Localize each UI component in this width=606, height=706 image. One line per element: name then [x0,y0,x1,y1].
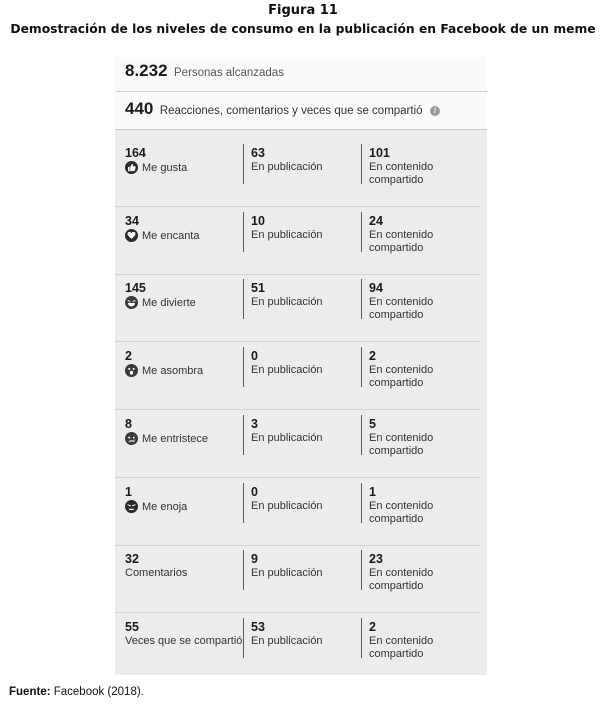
angry-icon [125,500,138,513]
reaction-label: Comentarios [125,567,188,580]
reaction-row [115,208,487,275]
engagement-summary [125,99,440,119]
source-label: Fuente: [9,686,51,698]
shared-value: 23 [369,552,383,567]
total-value: 1 [125,484,132,499]
column-divider [243,618,244,658]
total-cell [125,417,243,446]
total-value: 164 [125,146,146,160]
column-divider [243,212,244,252]
shared-cell [369,349,479,390]
shared-label: En contenido compartido [369,567,434,593]
post-label: En publicación [251,364,323,377]
post-cell [251,349,361,377]
column-divider [361,483,362,523]
figure-label: Figura 11 [268,3,338,18]
column-divider [361,144,362,184]
shared-value: 5 [369,416,376,431]
shared-cell [369,552,479,593]
reaction-label: Me gusta [125,161,243,175]
post-cell [251,552,361,580]
reaction-row [115,479,487,546]
post-label: En publicación [251,499,323,512]
shared-label: En contenido compartido [369,228,434,254]
total-value: 145 [125,281,146,296]
column-divider [361,415,362,455]
divider [115,91,487,92]
shared-label: En contenido compartido [369,161,434,186]
reach-summary [125,61,284,81]
summary-box [115,57,487,129]
post-label: En publicación [251,431,323,444]
haha-icon [125,296,138,309]
post-label: En publicación [251,634,323,647]
post-cell [251,281,361,309]
post-cell [251,417,361,445]
wow-icon [125,364,138,377]
shared-value: 2 [369,349,376,364]
column-divider [243,415,244,455]
column-divider [243,279,244,319]
total-value: 34 [125,213,139,228]
column-divider [361,212,362,252]
shared-value: 1 [369,484,376,499]
shared-label: En contenido compartido [369,431,434,457]
reaction-row [115,275,487,342]
total-value: 2 [125,349,132,364]
post-cell [251,485,361,513]
divider [115,129,487,130]
source-note [9,686,144,698]
column-divider [361,618,362,658]
column-divider [243,483,244,523]
reaction-row [115,614,487,681]
sad-icon [125,432,138,445]
post-value: 9 [251,552,258,567]
column-divider [243,144,244,184]
total-cell [125,214,243,243]
reaction-row [115,546,487,613]
total-cell [125,146,243,175]
total-value: 55 [125,619,139,634]
shared-value: 94 [369,281,383,296]
like-icon [125,161,138,174]
shared-cell [369,146,479,187]
reaction-row [115,343,487,410]
shared-cell [369,620,479,661]
shared-label: En contenido compartido [369,296,434,322]
reaction-row [115,140,487,207]
figure-caption: Demostración de los niveles de consumo en la publicación en Facebook de un meme [10,22,596,36]
reaction-label: Veces que se compartió [125,634,243,647]
post-label: En publicación [251,567,323,580]
love-icon [125,229,138,242]
shared-cell [369,485,479,526]
column-divider [243,347,244,387]
shared-value: 101 [369,146,390,160]
reaction-label: Me divierte [125,296,243,310]
column-divider [243,550,244,590]
reach-label: Personas alcanzadas [174,67,284,79]
post-label: En publicación [251,296,323,309]
column-divider [361,279,362,319]
shared-value: 2 [369,619,376,634]
shared-cell [369,417,479,458]
total-cell [125,281,243,310]
info-icon[interactable]: i [430,106,440,116]
shared-label: En contenido compartido [369,634,434,660]
facebook-stats-panel [115,57,487,675]
post-value: 0 [251,484,258,499]
post-value: 10 [251,213,265,228]
post-cell [251,146,361,174]
post-value: 53 [251,619,265,634]
column-divider [361,347,362,387]
shared-value: 24 [369,213,383,228]
reaction-label: Me encanta [125,229,243,243]
post-cell [251,620,361,648]
total-value: 32 [125,552,139,567]
post-value: 3 [251,416,258,431]
post-value: 0 [251,349,258,364]
engagement-label: Reacciones, comentarios y veces que se compartió [159,105,423,117]
total-cell [125,485,243,514]
shared-cell [369,281,479,322]
post-label: En publicación [251,228,323,241]
total-cell [125,349,243,378]
reach-value: 8.232 [125,61,168,80]
shared-cell [369,214,479,255]
source-text: Facebook (2018). [53,686,144,698]
reaction-label: Me entristece [125,432,243,446]
reaction-row [115,411,487,478]
reaction-label: Me enoja [125,500,243,514]
shared-label: En contenido compartido [369,499,434,525]
total-cell [125,552,243,580]
post-value: 51 [251,281,265,296]
post-cell [251,214,361,242]
post-label: En publicación [251,161,323,173]
post-value: 63 [251,146,265,160]
column-divider [361,550,362,590]
total-value: 8 [125,416,132,431]
shared-label: En contenido compartido [369,364,434,390]
reaction-label: Me asombra [125,364,243,378]
engagement-value: 440 [125,99,154,118]
total-cell [125,620,243,648]
